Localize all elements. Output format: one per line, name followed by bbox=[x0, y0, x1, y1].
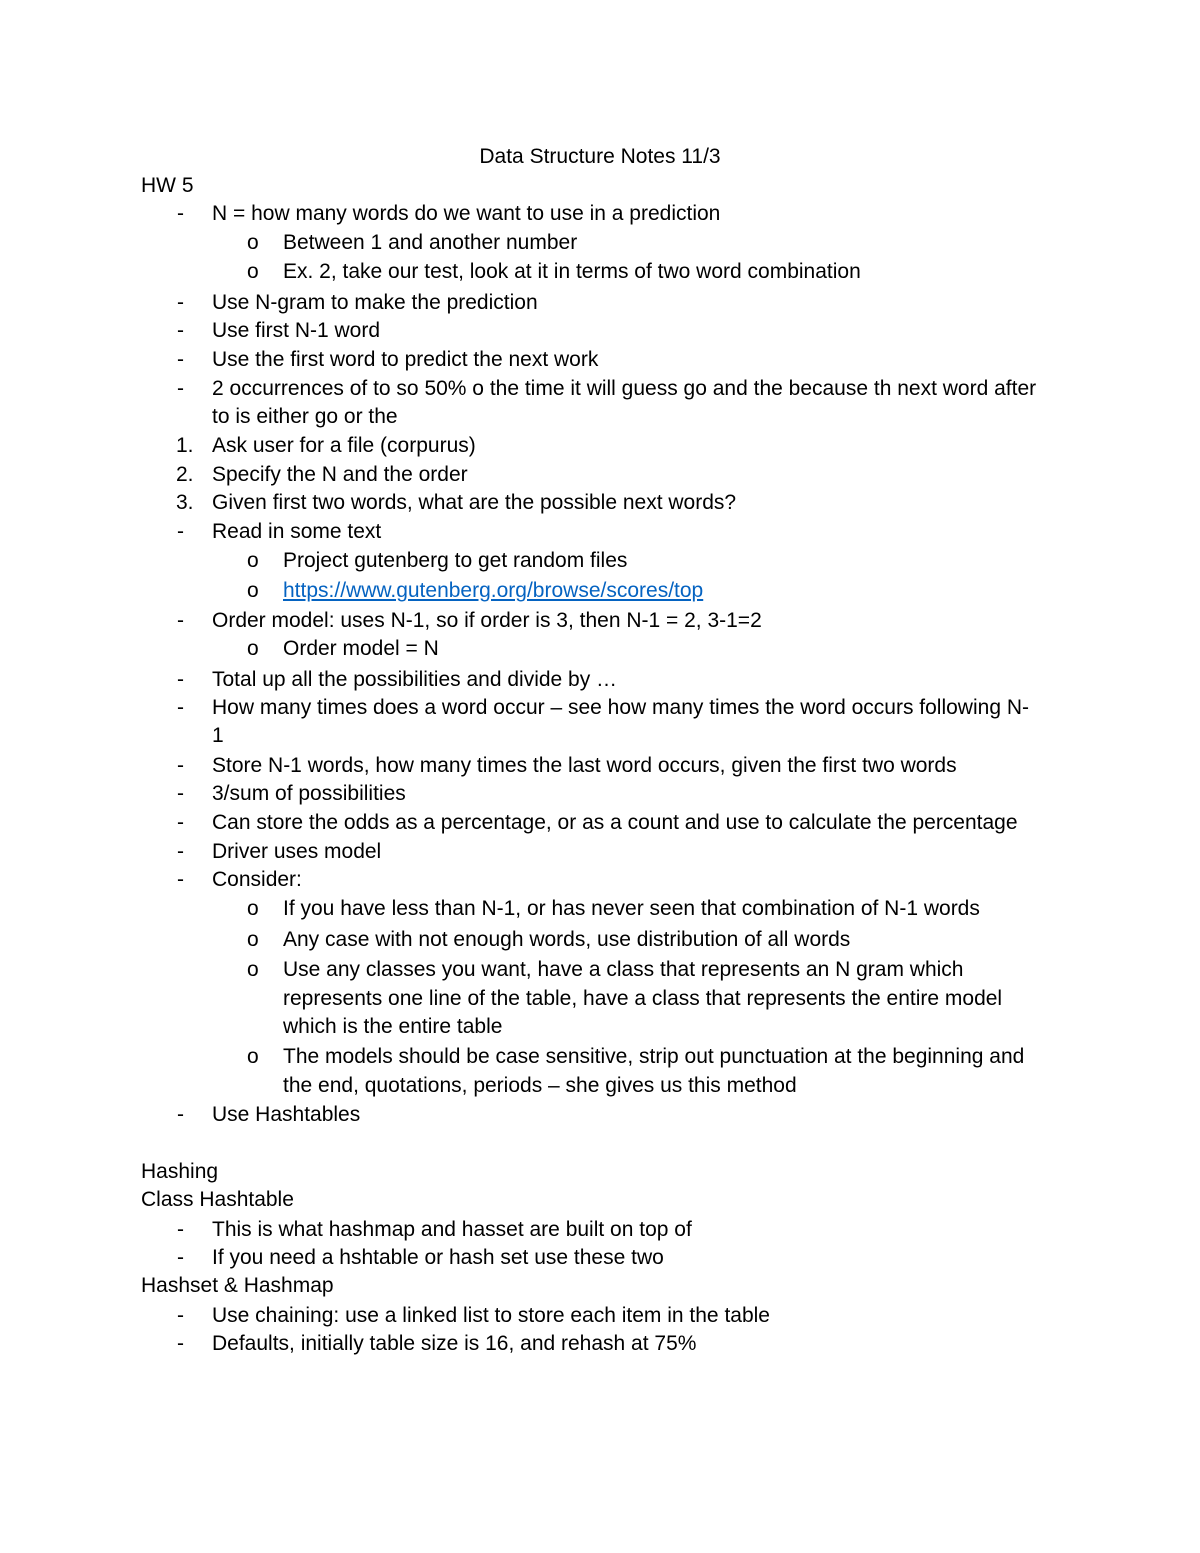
circle-bullet: o bbox=[247, 928, 259, 951]
dash-bullet: - bbox=[177, 377, 184, 400]
list-item: Consider: bbox=[212, 868, 302, 891]
heading-hashset-hashmap: Hashset & Hashmap bbox=[141, 1274, 334, 1297]
circle-bullet: o bbox=[247, 958, 259, 981]
list-item: Store N-1 words, how many times the last word occurs, given the first two words bbox=[212, 754, 957, 777]
list-item: Can store the odds as a percentage, or as a count and use to calculate the percentage bbox=[212, 811, 1018, 834]
dash-bullet: - bbox=[177, 520, 184, 543]
list-item-continuation: which is the entire table bbox=[283, 1015, 503, 1038]
list-item: Specify the N and the order bbox=[212, 463, 468, 486]
number-bullet: 3. bbox=[176, 491, 194, 514]
dash-bullet: - bbox=[177, 1218, 184, 1241]
circle-bullet: o bbox=[247, 549, 259, 572]
list-item: Use chaining: use a linked list to store each item in the table bbox=[212, 1304, 770, 1327]
list-item-continuation: to is either go or the bbox=[212, 405, 398, 428]
list-item-continuation: the end, quotations, periods – she gives us this method bbox=[283, 1074, 797, 1097]
list-item: Driver uses model bbox=[212, 840, 382, 863]
dash-bullet: - bbox=[177, 782, 184, 805]
dash-bullet: - bbox=[177, 1103, 184, 1126]
list-item: 2 occurrences of to so 50% o the time it will guess go and the because th next word after bbox=[212, 377, 1037, 400]
circle-bullet: o bbox=[247, 260, 259, 283]
number-bullet: 2. bbox=[176, 463, 194, 486]
list-item: Project gutenberg to get random files bbox=[283, 549, 628, 572]
dash-bullet: - bbox=[177, 668, 184, 691]
list-item: If you need a hshtable or hash set use these two bbox=[212, 1246, 664, 1269]
list-item: Order model = N bbox=[283, 637, 439, 660]
dash-bullet: - bbox=[177, 1304, 184, 1327]
list-item-continuation: 1 bbox=[212, 724, 224, 747]
circle-bullet: o bbox=[247, 637, 259, 660]
gutenberg-link[interactable]: https://www.gutenberg.org/browse/scores/top bbox=[283, 579, 704, 602]
list-item: Defaults, initially table size is 16, and rehash at 75% bbox=[212, 1332, 697, 1355]
list-item: Read in some text bbox=[212, 520, 382, 543]
list-item: Ex. 2, take our test, look at it in terms of two word combination bbox=[283, 260, 861, 283]
number-bullet: 1. bbox=[176, 434, 194, 457]
list-item: Order model: uses N-1, so if order is 3, then N-1 = 2, 3-1=2 bbox=[212, 609, 762, 632]
dash-bullet: - bbox=[177, 754, 184, 777]
list-item: N = how many words do we want to use in a prediction bbox=[212, 202, 721, 225]
list-item: This is what hashmap and hasset are built on top of bbox=[212, 1218, 692, 1241]
dash-bullet: - bbox=[177, 811, 184, 834]
list-item: Any case with not enough words, use distribution of all words bbox=[283, 928, 851, 951]
list-item: If you have less than N-1, or has never seen that combination of N-1 words bbox=[283, 897, 980, 920]
list-item: Ask user for a file (corpurus) bbox=[212, 434, 476, 457]
dash-bullet: - bbox=[177, 868, 184, 891]
list-item-continuation: represents one line of the table, have a class that represents the entire model bbox=[283, 987, 1003, 1010]
dash-bullet: - bbox=[177, 609, 184, 632]
list-item: Use Hashtables bbox=[212, 1103, 361, 1126]
heading-hashing: Hashing bbox=[141, 1160, 219, 1183]
dash-bullet: - bbox=[177, 291, 184, 314]
page-title: Data Structure Notes 11/3 bbox=[479, 145, 721, 168]
dash-bullet: - bbox=[177, 202, 184, 225]
list-item: Between 1 and another number bbox=[283, 231, 578, 254]
circle-bullet: o bbox=[247, 231, 259, 254]
dash-bullet: - bbox=[177, 319, 184, 342]
list-item bbox=[283, 577, 703, 605]
heading-hw5: HW 5 bbox=[141, 174, 194, 197]
list-item: Total up all the possibilities and divide by … bbox=[212, 668, 618, 691]
dash-bullet: - bbox=[177, 348, 184, 371]
list-item: How many times does a word occur – see how many times the word occurs following N- bbox=[212, 696, 1029, 719]
dash-bullet: - bbox=[177, 696, 184, 719]
circle-bullet: o bbox=[247, 579, 259, 602]
list-item: The models should be case sensitive, strip out punctuation at the beginning and bbox=[283, 1045, 1025, 1068]
list-item: Use the first word to predict the next work bbox=[212, 348, 599, 371]
list-item: Use any classes you want, have a class that represents an N gram which bbox=[283, 958, 964, 981]
circle-bullet: o bbox=[247, 1045, 259, 1068]
heading-class-hashtable: Class Hashtable bbox=[141, 1188, 294, 1211]
list-item: Use N-gram to make the prediction bbox=[212, 291, 538, 314]
list-item: Given first two words, what are the possible next words? bbox=[212, 491, 737, 514]
dash-bullet: - bbox=[177, 1246, 184, 1269]
list-item: Use first N-1 word bbox=[212, 319, 381, 342]
dash-bullet: - bbox=[177, 1332, 184, 1355]
list-item: 3/sum of possibilities bbox=[212, 782, 406, 805]
dash-bullet: - bbox=[177, 840, 184, 863]
circle-bullet: o bbox=[247, 897, 259, 920]
